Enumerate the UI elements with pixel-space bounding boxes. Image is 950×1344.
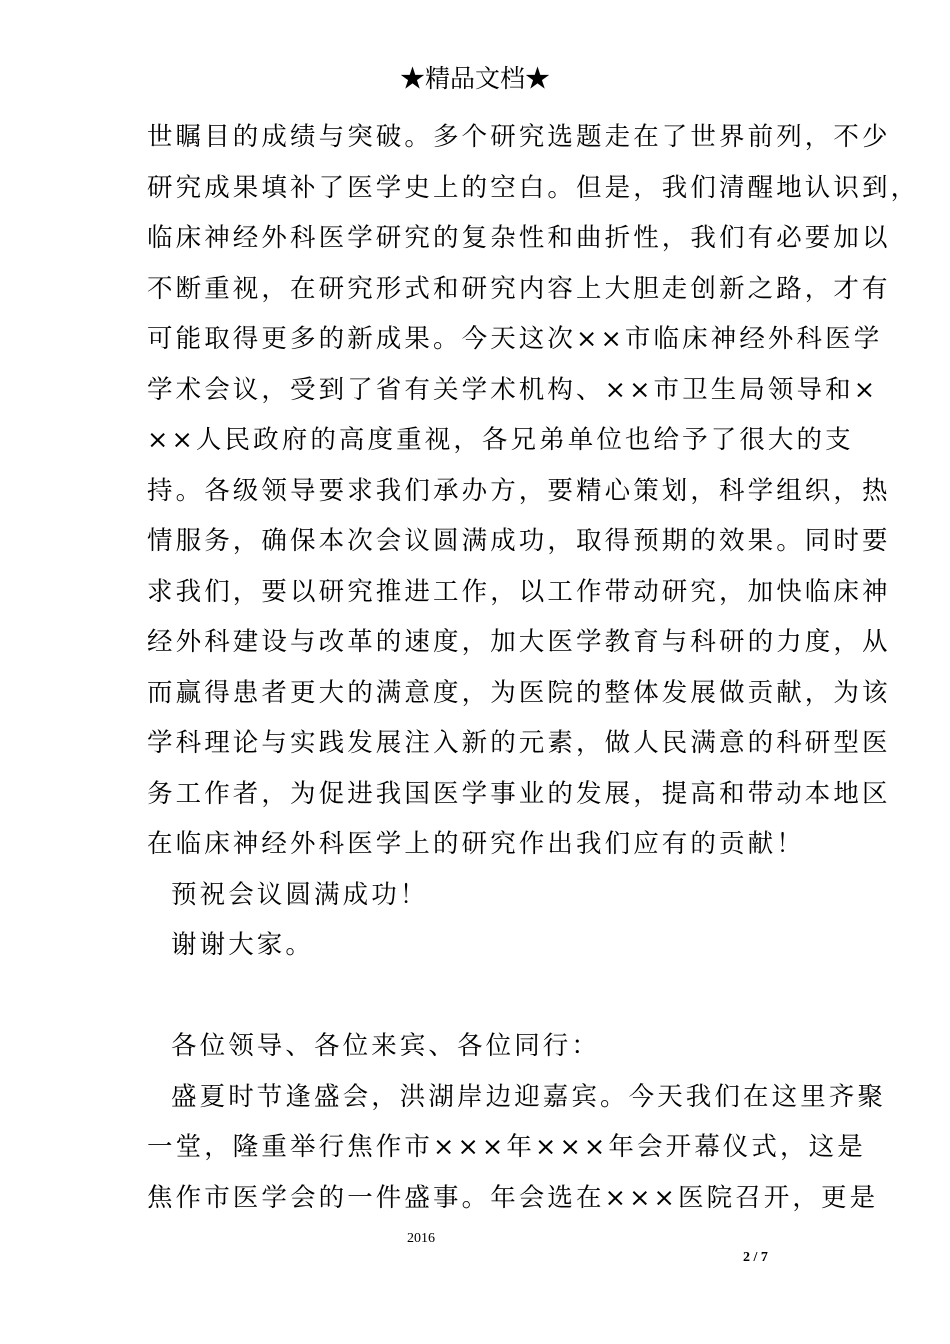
text-line: 可能取得更多的新成果。今天这次××市临床神经外科医学: [147, 324, 883, 354]
text-line: ××人民政府的高度重视，各兄弟单位也给予了很大的支: [147, 425, 854, 455]
paragraph-gap: [147, 971, 837, 1022]
text-line: 一堂，隆重举行焦作市×××年×××年会开幕仪式，这是: [147, 1132, 866, 1162]
text-line: 求我们，要以研究推进工作，以工作带动研究，加快临床神: [147, 576, 891, 607]
text-line: 学术会议，受到了省有关学术机构、××市卫生局领导和×: [147, 374, 879, 405]
text-line: 临床神经外科医学研究的复杂性和曲折性，我们有必要加以: [147, 223, 891, 253]
text-line: 在临床神经外科医学上的研究作出我们应有的贡献！: [147, 829, 805, 859]
page-number: 2 / 7: [743, 1250, 768, 1265]
text-line: 盛夏时节逢盛会，洪湖岸边迎嘉宾。今天我们在这里齐聚: [171, 1081, 887, 1112]
thanks-line: 谢谢大家。: [171, 930, 315, 960]
text-line: 不断重视，在研究形式和研究内容上大胆走创新之路，才有: [147, 273, 891, 304]
document-header-title: ★精品文档★: [399, 64, 550, 93]
text-line: 务工作者，为促进我国医学事业的发展，提高和带动本地区: [147, 778, 891, 809]
text-line: 研究成果填补了医学史上的空白。但是，我们清醒地认识到，: [147, 172, 920, 203]
text-line: 经外科建设与改革的速度，加大医学教育与科研的力度，从: [147, 627, 891, 657]
text-line: 焦作市医学会的一件盛事。年会选在×××医院召开，更是: [147, 1182, 879, 1213]
text-line: 而赢得患者更大的满意度，为医院的整体发展做贡献，为该: [147, 677, 891, 708]
text-line: 持。各级领导要求我们承办方，要精心策划，科学组织，热: [147, 475, 891, 506]
text-line: 世瞩目的成绩与突破。多个研究选题走在了世界前列，不少: [147, 122, 891, 152]
text-line: 学科理论与实践发展注入新的元素，做人民满意的科研型医: [147, 728, 891, 758]
closing-wish-line: 预祝会议圆满成功！: [171, 879, 429, 910]
text-line: 情服务，确保本次会议圆满成功，取得预期的效果。同时要: [147, 526, 891, 556]
footer-year: 2016: [407, 1231, 435, 1246]
salutation-line: 各位领导、各位来宾、各位同行：: [171, 1031, 601, 1061]
document-body: [147, 112, 920, 1223]
